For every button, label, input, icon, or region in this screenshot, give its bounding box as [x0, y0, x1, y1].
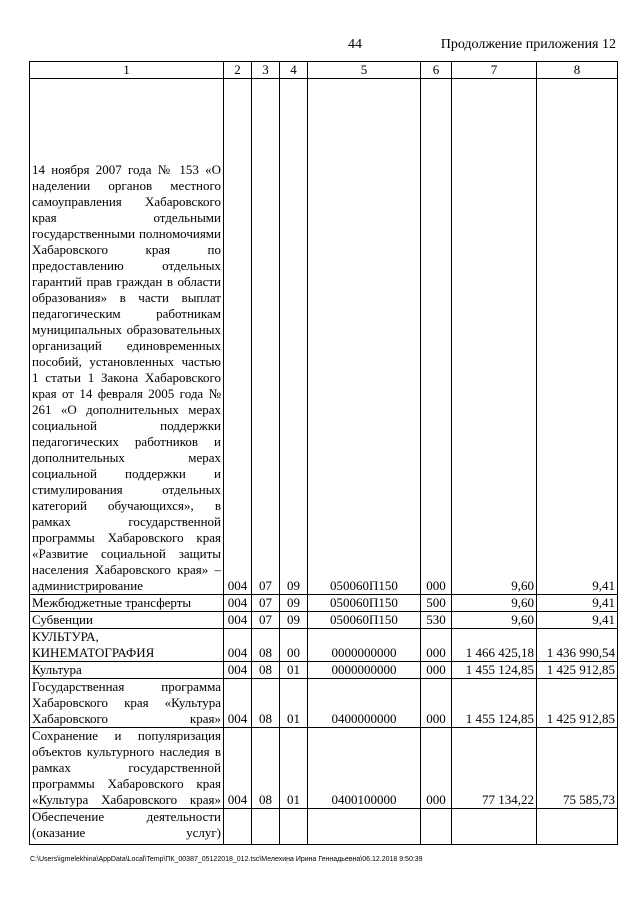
cell-code: 004 [224, 629, 252, 662]
cell-target: 0000000000 [308, 629, 421, 662]
appendix-table [29, 61, 618, 845]
cell-target: 050060П150 [308, 612, 421, 629]
cell-section: 08 [252, 629, 280, 662]
cell-subsection: 09 [280, 612, 308, 629]
cell-type [421, 809, 452, 845]
cell-type: 500 [421, 595, 452, 612]
cell-code: 004 [224, 595, 252, 612]
cell-amount-1: 9,60 [452, 612, 537, 629]
table-header-row [30, 62, 618, 79]
column-header: 6 [421, 62, 452, 79]
cell-code: 004 [224, 679, 252, 728]
cell-amount-2: 9,41 [537, 79, 618, 595]
cell-amount-2: 1 425 912,85 [537, 679, 618, 728]
cell-section: 08 [252, 679, 280, 728]
cell-target: 0400100000 [308, 728, 421, 809]
cell-amount-1: 1 455 124,85 [452, 662, 537, 679]
cell-amount-2: 9,41 [537, 595, 618, 612]
table-row [30, 662, 618, 679]
cell-code: 004 [224, 79, 252, 595]
column-header: 3 [252, 62, 280, 79]
cell-subsection: 00 [280, 629, 308, 662]
cell-type: 000 [421, 679, 452, 728]
page-number: 44 [348, 37, 362, 52]
column-header: 1 [30, 62, 224, 79]
row-name: КУЛЬТУРА, КИНЕМАТОГРАФИЯ [30, 629, 224, 662]
row-name: Сохранение и популяризация объектов культурного наследия в рамках государственной программы Хабаровского края «Культура Хабаровского края» [30, 728, 224, 809]
row-name: Государственная программа Хабаровского края «Культура Хабаровского края» [30, 679, 224, 728]
row-name: Обеспечение деятельности (оказание услуг) [30, 809, 224, 845]
cell-section: 08 [252, 662, 280, 679]
table-row [30, 595, 618, 612]
cell-subsection: 01 [280, 679, 308, 728]
cell-code: 004 [224, 662, 252, 679]
column-header: 5 [308, 62, 421, 79]
cell-amount-1 [452, 809, 537, 845]
cell-amount-1: 1 455 124,85 [452, 679, 537, 728]
cell-section: 07 [252, 79, 280, 595]
table-row [30, 728, 618, 809]
cell-type: 000 [421, 728, 452, 809]
column-header: 4 [280, 62, 308, 79]
cell-subsection: 01 [280, 662, 308, 679]
cell-code [224, 809, 252, 845]
cell-section: 07 [252, 595, 280, 612]
cell-type: 530 [421, 612, 452, 629]
table-row [30, 79, 618, 595]
cell-amount-1: 77 134,22 [452, 728, 537, 809]
cell-code: 004 [224, 612, 252, 629]
cell-type: 000 [421, 629, 452, 662]
table-row [30, 809, 618, 845]
table-row [30, 612, 618, 629]
column-header: 7 [452, 62, 537, 79]
cell-target: 050060П150 [308, 79, 421, 595]
column-header: 2 [224, 62, 252, 79]
cell-subsection: 01 [280, 728, 308, 809]
cell-target: 0400000000 [308, 679, 421, 728]
row-name: Межбюджетные трансферты [30, 595, 224, 612]
cell-amount-2: 75 585,73 [537, 728, 618, 809]
cell-subsection: 09 [280, 595, 308, 612]
cell-type: 000 [421, 662, 452, 679]
row-name: 14 ноября 2007 года № 153 «О наделении органов местного самоуправления Хабаровского края отдельными государственными полномочиями Хабаровского края по предоставлению отдельных гарантий прав граждан в области образования» в части выплат педагогическим работникам муниципальных образовательных организаций единовременных пособий, установленных частью 1 статьи 1 Закона Хабаровского края от 14 февраля 2005 года № 261 «О дополнительных мерах социальной поддержки педагогических работников и дополнительных мерах социальной поддержки и стимулирования отдельных категорий обучающихся», в рамках государственной программы Хабаровского края «Развитие социальной защиты населения Хабаровского края» – администрирование [30, 79, 224, 595]
cell-amount-1: 9,60 [452, 79, 537, 595]
cell-section [252, 809, 280, 845]
row-name: Субвенции [30, 612, 224, 629]
cell-target: 050060П150 [308, 595, 421, 612]
cell-amount-1: 1 466 425,18 [452, 629, 537, 662]
cell-target: 0000000000 [308, 662, 421, 679]
cell-target [308, 809, 421, 845]
table-row [30, 629, 618, 662]
table-row [30, 679, 618, 728]
cell-section: 07 [252, 612, 280, 629]
cell-type: 000 [421, 79, 452, 595]
cell-code: 004 [224, 728, 252, 809]
cell-amount-2: 1 425 912,85 [537, 662, 618, 679]
cell-amount-2 [537, 809, 618, 845]
cell-section: 08 [252, 728, 280, 809]
cell-amount-2: 9,41 [537, 612, 618, 629]
cell-amount-1: 9,60 [452, 595, 537, 612]
continuation-label: Продолжение приложения 12 [440, 37, 616, 52]
row-name: Культура [30, 662, 224, 679]
cell-amount-2: 1 436 990,54 [537, 629, 618, 662]
cell-subsection: 09 [280, 79, 308, 595]
file-path-footer: C:\Users\igmelekhina\AppData\Local\Temp\ПК_00387_05122018_012.tsc\Мелехина Ирина Геннадьевна\06.12.2018 9:50:39 [30, 856, 423, 863]
column-header: 8 [537, 62, 618, 79]
cell-subsection [280, 809, 308, 845]
